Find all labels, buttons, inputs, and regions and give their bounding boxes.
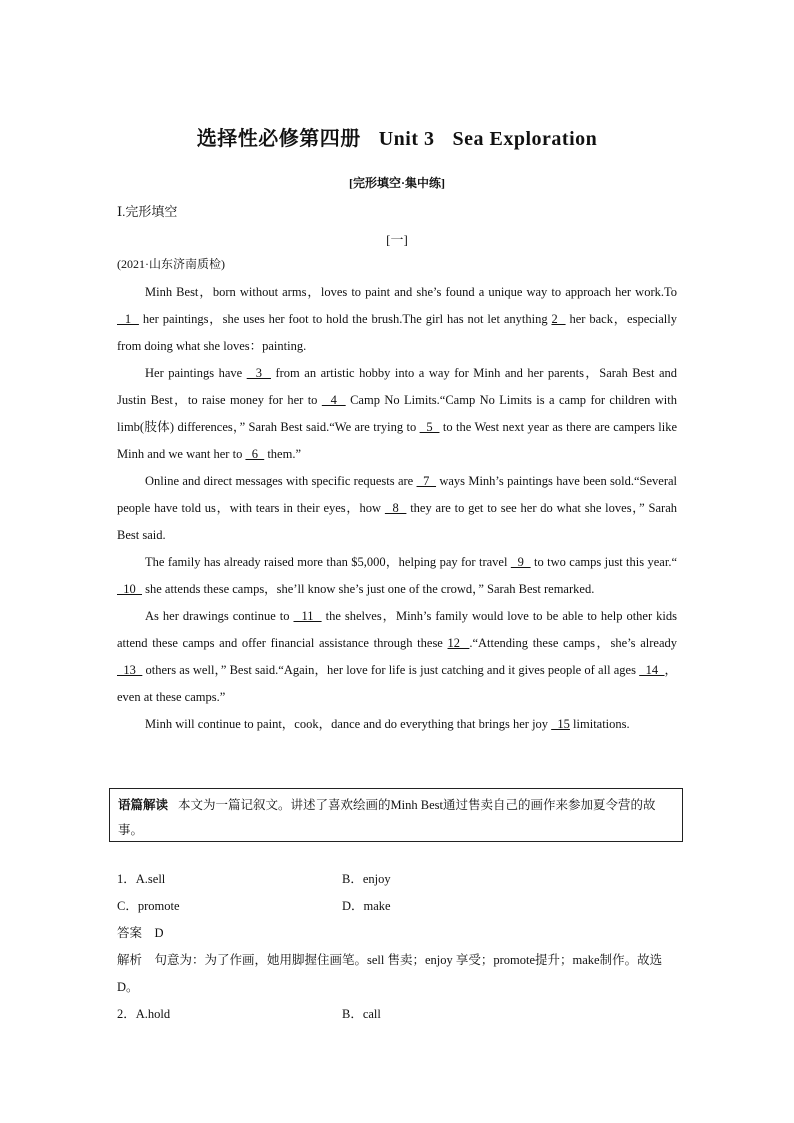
- analysis-1: 解析 句意为：为了作画，她用脚握住画笔。sell 售卖；enjoy 享受；promote提升；make制作。故选D。: [117, 953, 663, 994]
- blank-5: 5: [419, 420, 440, 434]
- paragraph-2: Her paintings have 3 from an artistic hobby into a way for Minh and her parents，Sarah Best and Justin Best，to raise money for her to 4 Camp No Limits.“Camp No Limits is a camp for children with limb(肢体) differences，” Sarah Best said.“We are trying to 5 to the West next year as there are campers like Minh and we want her to 6 them.”: [117, 366, 678, 461]
- blank-12: 12: [447, 636, 470, 650]
- paragraph-5: As her drawings continue to 11 the shelves，Minh’s family would love to be able to help other kids attend these camps and offer financial assistance through these 12 .“Attending these camps，she’s already 13 others as well，” Best said.“Again，her love for life is just catching and it gives people of all ages 14 ，even at these camps.”: [117, 609, 678, 704]
- option-1a: 1．A.sell: [117, 872, 166, 886]
- summary-text: 本文为一篇记叙文。讲述了喜欢绘画的Minh Best通过售卖自己的画作来参加夏令营的故事。: [118, 798, 656, 837]
- page-subtitle: [完形填空·集中练]: [349, 176, 445, 190]
- blank-3: 3: [246, 366, 271, 380]
- blank-14: 14: [639, 663, 665, 677]
- blank-15: 15: [551, 717, 570, 731]
- blank-2: 2: [551, 312, 566, 326]
- passage: [117, 279, 677, 738]
- blank-11: 11: [293, 609, 322, 623]
- blank-8: 8: [384, 501, 407, 515]
- question-2-row-1: [117, 1001, 677, 1028]
- section-label: Ⅰ.完形填空: [117, 204, 178, 219]
- option-2a: 2．A.hold: [117, 1007, 171, 1021]
- paragraph-3: Online and direct messages with specific requests are 7 ways Minh’s paintings have been sold.“Several people have told us，with tears in their eyes，how 8 they are to get to see her do what she loves，” Sarah Best said.: [117, 474, 678, 542]
- summary-box: [109, 788, 683, 842]
- option-2b: B．call: [342, 1007, 381, 1021]
- title-chinese: 选择性必修第四册: [196, 128, 361, 150]
- option-1b: B．enjoy: [342, 872, 391, 886]
- blank-1: 1: [117, 312, 139, 326]
- paragraph-1: Minh Best，born without arms，loves to paint and she’s found a unique way to approach her work.To 1 her paintings，she uses her foot to hold the brush.The girl has not let anything 2 her back，especially from doing what she loves：painting.: [117, 285, 678, 353]
- title-topic: Sea Exploration: [452, 128, 598, 150]
- part-label: [一]: [386, 232, 408, 247]
- paragraph-6: Minh will continue to paint，cook，dance and do everything that brings her joy 15 limitations.: [145, 717, 630, 731]
- title-unit: Unit 3: [378, 128, 435, 150]
- blank-9: 9: [510, 555, 531, 569]
- option-1c: C．promote: [117, 899, 180, 913]
- blank-10: 10: [117, 582, 142, 596]
- question-1-row-1: [117, 866, 677, 893]
- blank-6: 6: [245, 447, 265, 461]
- paragraph-4: The family has already raised more than $5,000，helping pay for travel 9 to two camps just this year.“ 10 she attends these camps，she’ll know she’s just one of the crowd，” Sarah Best remarked.: [117, 555, 677, 596]
- blank-13: 13: [117, 663, 143, 677]
- source-citation: (2021·山东济南质检): [117, 257, 225, 271]
- page-title: [0, 122, 794, 151]
- answer-1: 答案 D: [117, 926, 164, 940]
- blank-7: 7: [416, 474, 437, 488]
- option-1d: D．make: [342, 899, 391, 913]
- blank-4: 4: [321, 393, 346, 407]
- summary-label: 语篇解读: [118, 798, 169, 812]
- question-1-row-2: [117, 893, 677, 920]
